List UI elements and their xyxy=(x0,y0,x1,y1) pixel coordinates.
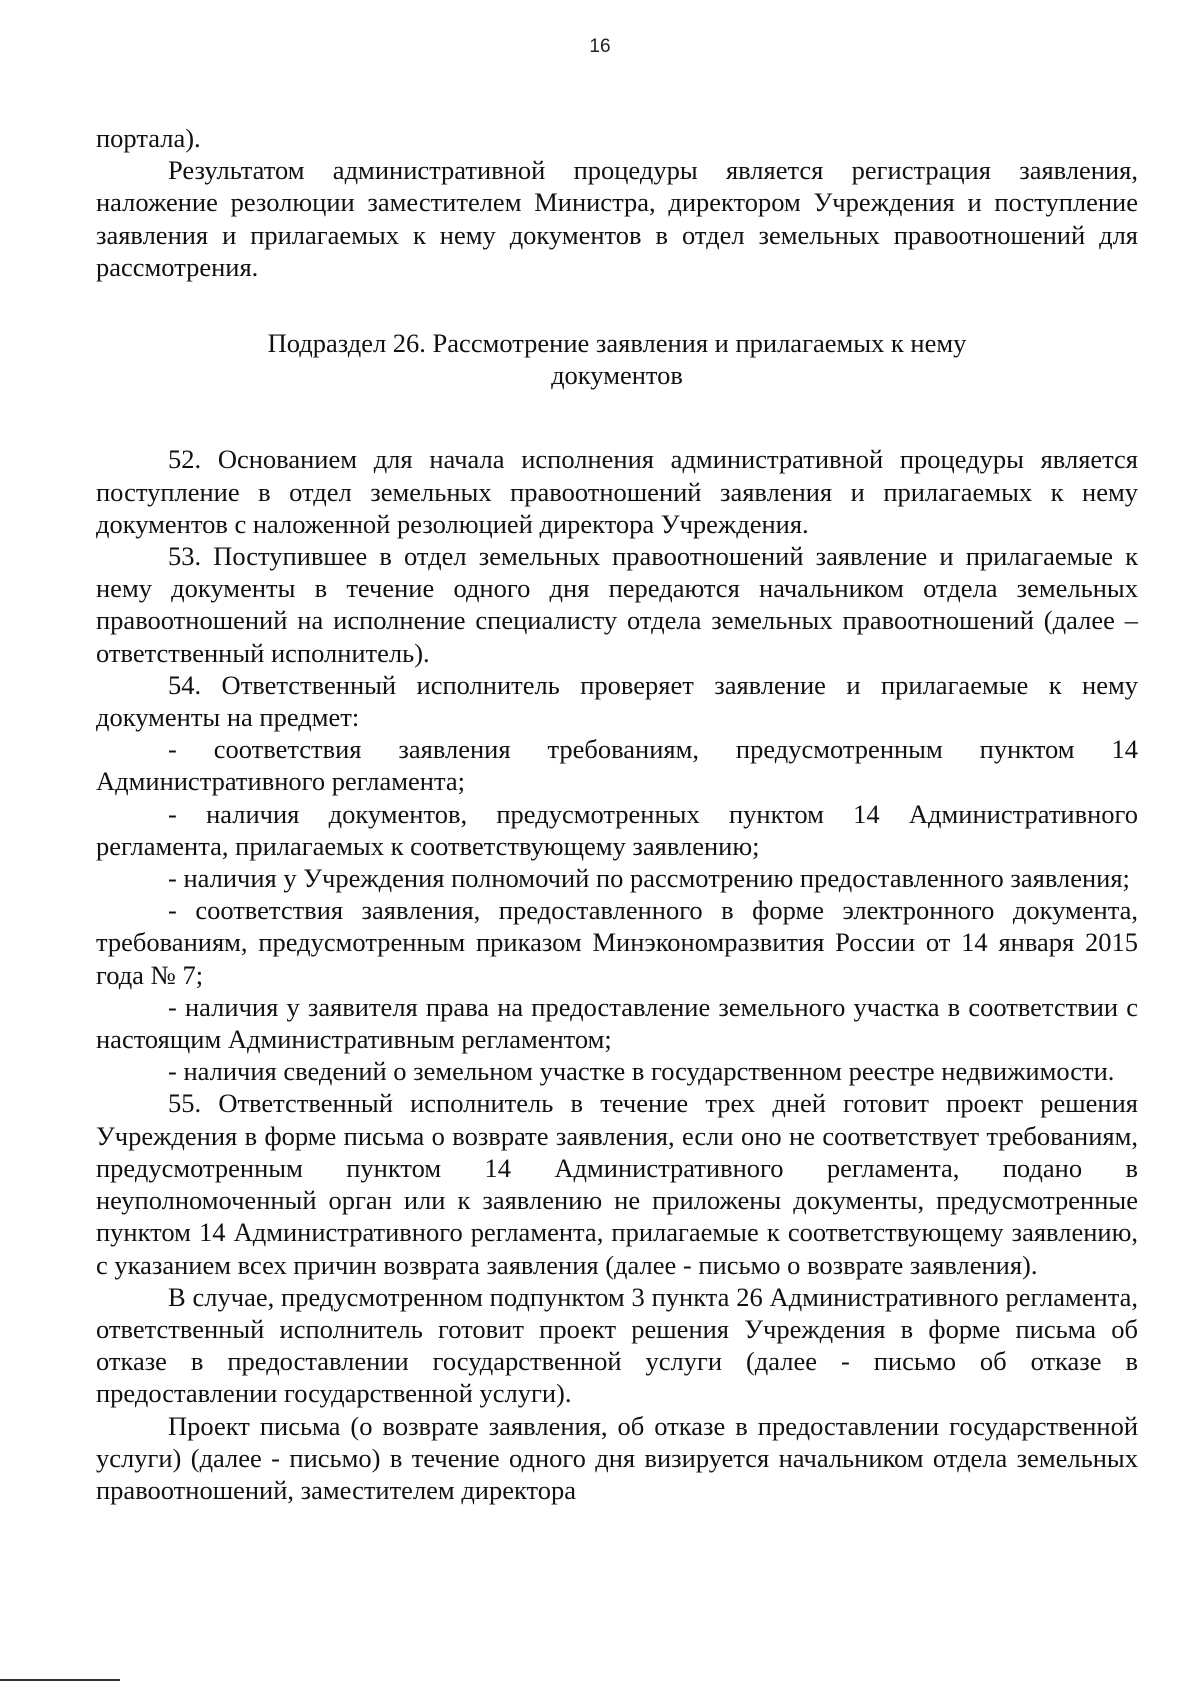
page-number: 16 xyxy=(589,36,611,57)
list-item-applicant-right: - наличия у заявителя права на предоставление земельного участка в соответствии с настоящим Административным регламентом; xyxy=(96,991,1138,1055)
paragraph-refusal-case: В случае, предусмотренном подпунктом 3 пункта 26 Административного регламента, ответственный исполнитель готовит проект решения Учреждения в форме письма об отказе в предоставлении государственной услуги (далее - письмо об отказе в предоставлении государственной услуги). xyxy=(96,1281,1138,1409)
paragraph-procedure-result: Результатом административной процедуры является регистрация заявления, наложение резолюции заместителем Министра, директором Учреждения и поступление заявления и прилагаемых к нему документов в отдел земельных правоотношений для рассмотрения. xyxy=(96,155,1138,282)
paragraph-letter-draft: Проект письма (о возврате заявления, об отказе в предоставлении государственной услуги) (далее - письмо) в течение одного дня визируется начальником отдела земельных правоотношений, заместителем директора xyxy=(96,1410,1138,1505)
bottom-rule xyxy=(0,1679,120,1681)
paragraph-54: 54. Ответственный исполнитель проверяет заявление и прилагаемые к нему документы на предмет: xyxy=(96,669,1138,733)
paragraph-55: 55. Ответственный исполнитель в течение трех дней готовит проект решения Учреждения в форме письма о возврате заявления, если оно не соответствует требованиям, предусмотренным пунктом 14 Административного регламента, подано в неуполномоченный орган или к заявлению не приложены документы, предусмотренные пунктом 14 Административного регламента, прилагаемые к соответствующему заявлению, с указанием всех причин возврата заявления (далее - письмо о возврате заявления). xyxy=(96,1088,1138,1280)
paragraph-52: 52. Основанием для начала исполнения административной процедуры является поступление в отдел земельных правоотношений заявления и прилагаемых к нему документов с наложенной резолюцией директора Учреждения. xyxy=(96,444,1138,539)
list-item-documents: - наличия документов, предусмотренных пунктом 14 Административного регламента, прилагаемых к соответствующему заявлению; xyxy=(96,798,1138,861)
paragraph-portal-end: портала). xyxy=(96,123,201,153)
list-item-registry-info: - наличия сведений о земельном участке в государственном реестре недвижимости. xyxy=(168,1056,1115,1087)
subsection-heading-line-2: документов xyxy=(551,360,683,391)
list-item-authority: - наличия у Учреждения полномочий по рассмотрению предоставленного заявления; xyxy=(168,863,1130,894)
paragraph-53: 53. Поступившее в отдел земельных правоотношений заявление и прилагаемые к нему документы в течение одного дня передаются начальником отдела земельных правоотношений на исполнение специалисту отдела земельных правоотношений (далее – ответственный исполнитель). xyxy=(96,541,1138,668)
subsection-heading xyxy=(96,327,1138,391)
document-body xyxy=(96,122,1138,1506)
list-item-electronic-document: - соответствия заявления, предоставленного в форме электронного документа, требованиям, предусмотренным приказом Минэкономразвития России от 14 января 2015 года № 7; xyxy=(96,895,1138,990)
subsection-heading-line-1: Подраздел 26. Рассмотрение заявления и прилагаемых к нему xyxy=(267,328,967,359)
list-item-requirements: - соответствия заявления требованиям, предусмотренным пунктом 14 Административного регламента; xyxy=(96,734,1138,797)
